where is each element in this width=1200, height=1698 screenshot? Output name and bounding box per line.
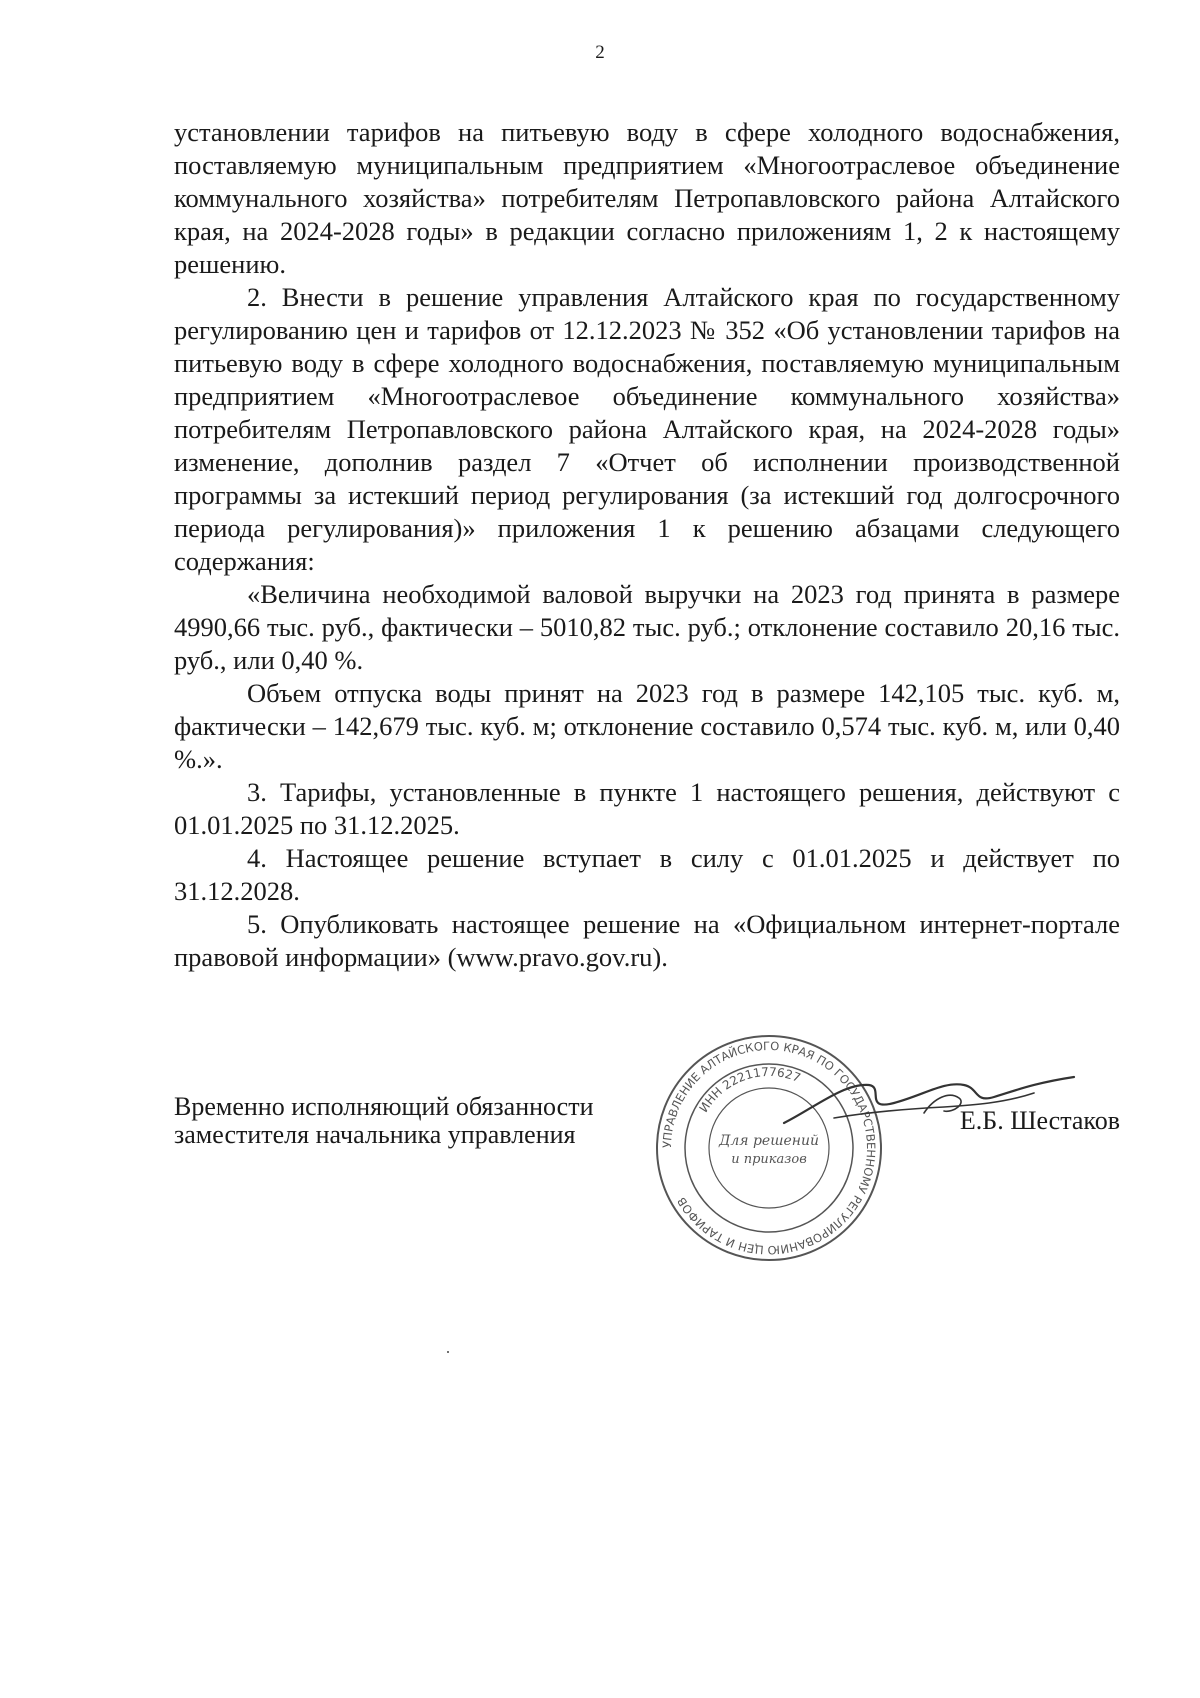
- signer-name: Е.Б. Шестаков: [959, 1106, 1120, 1135]
- signer-position-line-2: заместителя начальника управления: [174, 1120, 576, 1149]
- paragraph-item-3: 3. Тарифы, установленные в пункте 1 настоящего решения, действуют с 01.01.2025 по 31.12.2025.: [174, 777, 1120, 840]
- page-number: 2: [595, 42, 605, 63]
- scan-artifact-dot: [447, 1351, 449, 1353]
- seal-center-line-2: и приказов: [731, 1152, 807, 1167]
- signature-block: [174, 1038, 1120, 1293]
- paragraph-item-2: 2. Внести в решение управления Алтайского края по государственному регулированию цен и тарифов от 12.12.2023 № 352 «Об установлении тарифов на питьевую воду в сфере холодного водоснабжения, поставляемую муниципальным предприятием «Многоотраслевое объединение коммунального хозяйства» потребителям Петропавловского района Алтайского края, на 2024-2028 годы» изменение, дополнив раздел 7 «Отчет об исполнении производственной программы за истекший период регулирования (за истекший год долгосрочного периода регулирования)» приложения 1 к решению абзацами следующего содержания:: [174, 282, 1120, 576]
- paragraph-item-4: 4. Настоящее решение вступает в силу с 01.01.2025 и действует по 31.12.2028.: [174, 843, 1120, 906]
- document-body: [174, 116, 1120, 974]
- paragraph-quote-volume: Объем отпуска воды принят на 2023 год в размере 142,105 тыс. куб. м, фактически – 142,679 тыс. куб. м; отклонение составило 0,574 тыс. куб. м, или 0,40 %.».: [174, 678, 1120, 774]
- seal-outer-text: УПРАВЛЕНИЕ АЛТАЙСКОГО КРАЯ ПО ГОСУДАРСТВЕННОМУ РЕГУЛИРОВАНИЮ ЦЕН И ТАРИФОВ: [659, 1038, 879, 1258]
- paragraph-continuation: установлении тарифов на питьевую воду в сфере холодного водоснабжения, поставляемую муниципальным предприятием «Многоотраслевое объединение коммунального хозяйства» потребителям Петропавловского района Алтайского края, на 2024-2028 годы» в редакции согласно приложениям 1, 2 к настоящему решению.: [174, 117, 1120, 279]
- seal-inn-text: ИНН 2221177627: [696, 1064, 803, 1115]
- signer-position-line-1: Временно исполняющий обязанности: [174, 1092, 594, 1121]
- seal-center-line-1: Для решений: [718, 1133, 820, 1149]
- paragraph-item-5: 5. Опубликовать настоящее решение на «Официальном интернет-портале правовой информации» (www.pravo.gov.ru).: [174, 909, 1120, 972]
- paragraph-quote-revenue: «Величина необходимой валовой выручки на 2023 год принята в размере 4990,66 тыс. руб., фактически – 5010,82 тыс. руб.; отклонение составило 20,16 тыс. руб., или 0,40 %.: [174, 579, 1120, 675]
- signer-position: [174, 1093, 594, 1149]
